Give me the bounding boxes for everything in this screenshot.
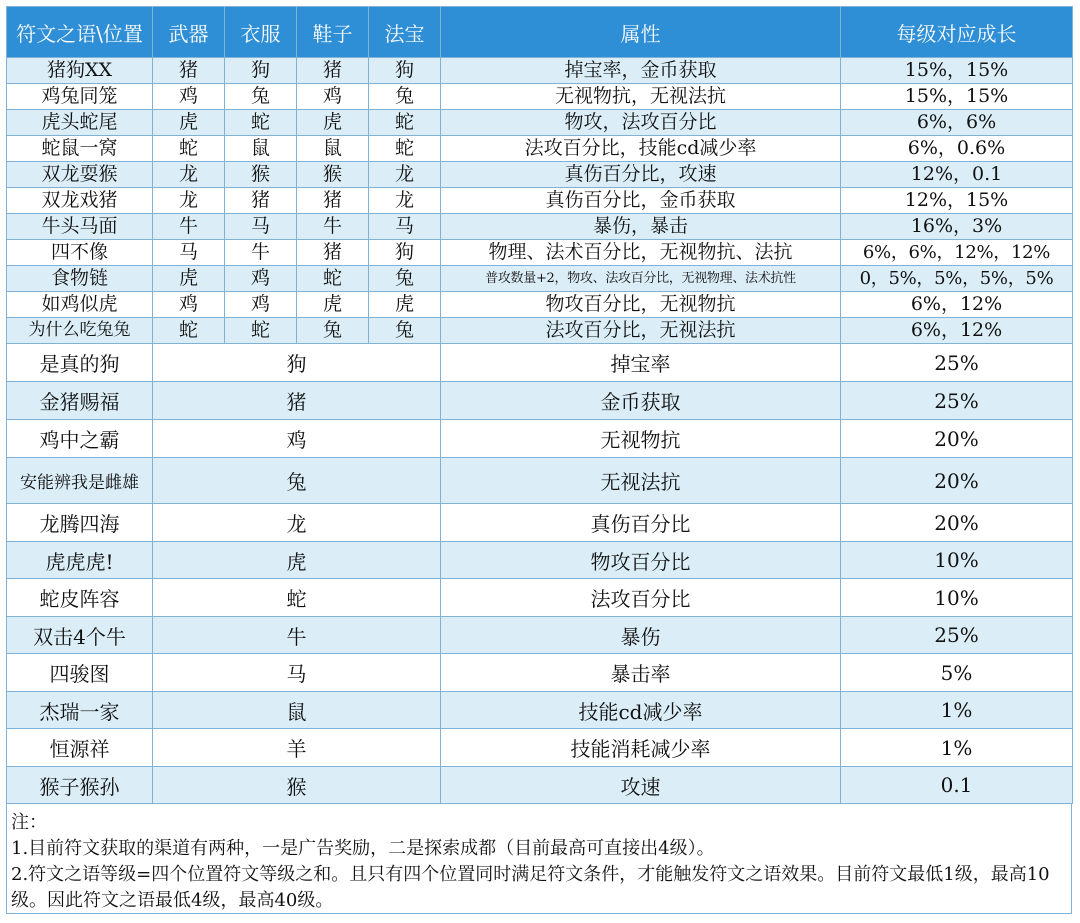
clothes-rune: 猪 <box>225 188 297 214</box>
shoes-rune: 兔 <box>297 318 369 344</box>
table-row <box>7 579 1073 617</box>
rune-word-name: 蛇皮阵容 <box>7 579 153 617</box>
clothes-rune: 牛 <box>225 240 297 266</box>
clothes-rune: 马 <box>225 214 297 240</box>
growth-cell: 6%，12% <box>841 292 1073 318</box>
attribute-cell: 法攻百分比 <box>441 579 841 617</box>
shoes-rune: 虎 <box>297 110 369 136</box>
treasure-rune: 兔 <box>369 84 441 110</box>
growth-cell: 20% <box>841 504 1073 542</box>
treasure-rune: 兔 <box>369 318 441 344</box>
rune-word-name: 双击4个牛 <box>7 617 153 654</box>
rune-word-name: 双龙耍猴 <box>7 162 153 188</box>
rune-word-name: 牛头马面 <box>7 214 153 240</box>
rune-words-table <box>6 6 1073 804</box>
treasure-rune: 狗 <box>369 58 441 84</box>
rune-cell: 牛 <box>153 617 441 654</box>
table-row <box>7 504 1073 542</box>
clothes-rune: 鸡 <box>225 292 297 318</box>
header-clothes: 衣服 <box>225 7 297 58</box>
growth-cell: 12%，15% <box>841 188 1073 214</box>
weapon-rune: 牛 <box>153 214 225 240</box>
rune-word-name: 食物链 <box>7 266 153 292</box>
attribute-cell: 普攻数量+2，物攻、法攻百分比，无视物理、法术抗性 <box>441 266 841 292</box>
rune-word-name: 是真的狗 <box>7 344 153 382</box>
table-row <box>7 188 1073 214</box>
growth-cell: 1% <box>841 729 1073 767</box>
header-row <box>7 7 1073 58</box>
growth-cell: 6%，12% <box>841 318 1073 344</box>
attribute-cell: 暴伤，暴击 <box>441 214 841 240</box>
table-row <box>7 617 1073 654</box>
weapon-rune: 马 <box>153 240 225 266</box>
weapon-rune: 龙 <box>153 162 225 188</box>
shoes-rune: 猪 <box>297 240 369 266</box>
shoes-rune: 蛇 <box>297 266 369 292</box>
attribute-cell: 无视物抗，无视法抗 <box>441 84 841 110</box>
header-weapon: 武器 <box>153 7 225 58</box>
header-attribute: 属性 <box>441 7 841 58</box>
rune-word-name: 猪狗XX <box>7 58 153 84</box>
growth-cell: 6%，0.6% <box>841 136 1073 162</box>
growth-cell: 20% <box>841 420 1073 458</box>
rune-word-name: 龙腾四海 <box>7 504 153 542</box>
attribute-cell: 物攻，法攻百分比 <box>441 110 841 136</box>
shoes-rune: 鼠 <box>297 136 369 162</box>
attribute-cell: 真伤百分比，攻速 <box>441 162 841 188</box>
growth-cell: 6%，6% <box>841 110 1073 136</box>
weapon-rune: 鸡 <box>153 84 225 110</box>
rune-cell: 猪 <box>153 382 441 420</box>
growth-cell: 15%，15% <box>841 84 1073 110</box>
notes-title: 注： <box>11 812 47 833</box>
clothes-rune: 鸡 <box>225 266 297 292</box>
rune-word-name: 杰瑞一家 <box>7 692 153 729</box>
table-row <box>7 292 1073 318</box>
table-row <box>7 58 1073 84</box>
rune-word-name: 如鸡似虎 <box>7 292 153 318</box>
shoes-rune: 虎 <box>297 292 369 318</box>
treasure-rune: 狗 <box>369 240 441 266</box>
single-rune-rows <box>7 344 1073 804</box>
attribute-cell: 暴伤 <box>441 617 841 654</box>
table-row <box>7 382 1073 420</box>
growth-cell: 5% <box>841 654 1073 692</box>
rune-cell: 龙 <box>153 504 441 542</box>
growth-cell: 0.1 <box>841 767 1073 804</box>
growth-cell: 6%，6%，12%，12% <box>841 240 1073 266</box>
attribute-cell: 物攻百分比 <box>441 542 841 579</box>
growth-cell: 16%，3% <box>841 214 1073 240</box>
rune-word-name: 为什么吃兔兔 <box>7 318 153 344</box>
rune-cell: 虎 <box>153 542 441 579</box>
table-row <box>7 162 1073 188</box>
growth-cell: 25% <box>841 617 1073 654</box>
rune-word-name: 猴子猴孙 <box>7 767 153 804</box>
clothes-rune: 猴 <box>225 162 297 188</box>
attribute-cell: 物理、法术百分比，无视物抗、法抗 <box>441 240 841 266</box>
attribute-cell: 掉宝率，金币获取 <box>441 58 841 84</box>
attribute-cell: 技能消耗减少率 <box>441 729 841 767</box>
treasure-rune: 蛇 <box>369 110 441 136</box>
rune-word-name: 鸡中之霸 <box>7 420 153 458</box>
attribute-cell: 法攻百分比，技能cd减少率 <box>441 136 841 162</box>
rune-cell: 马 <box>153 654 441 692</box>
treasure-rune: 龙 <box>369 162 441 188</box>
rune-word-name: 鸡兔同笼 <box>7 84 153 110</box>
growth-cell: 10% <box>841 579 1073 617</box>
attribute-cell: 真伤百分比 <box>441 504 841 542</box>
attribute-cell: 金币获取 <box>441 382 841 420</box>
table-row <box>7 344 1073 382</box>
treasure-rune: 龙 <box>369 188 441 214</box>
rune-word-name: 蛇鼠一窝 <box>7 136 153 162</box>
weapon-rune: 蛇 <box>153 318 225 344</box>
rune-cell: 狗 <box>153 344 441 382</box>
rune-cell: 猴 <box>153 767 441 804</box>
growth-cell: 1% <box>841 692 1073 729</box>
rune-word-name: 虎头蛇尾 <box>7 110 153 136</box>
rune-word-name: 安能辨我是雌雄 <box>7 458 153 504</box>
shoes-rune: 猪 <box>297 58 369 84</box>
rune-cell: 羊 <box>153 729 441 767</box>
rune-word-name: 金猪赐福 <box>7 382 153 420</box>
growth-cell: 25% <box>841 344 1073 382</box>
weapon-rune: 鸡 <box>153 292 225 318</box>
header-growth: 每级对应成长 <box>841 7 1073 58</box>
header-rune-position: 符文之语\位置 <box>7 7 153 58</box>
shoes-rune: 牛 <box>297 214 369 240</box>
treasure-rune: 蛇 <box>369 136 441 162</box>
clothes-rune: 蛇 <box>225 318 297 344</box>
rune-cell: 鸡 <box>153 420 441 458</box>
attribute-cell: 无视法抗 <box>441 458 841 504</box>
growth-cell: 0，5%，5%，5%，5% <box>841 266 1073 292</box>
growth-cell: 20% <box>841 458 1073 504</box>
table-row <box>7 214 1073 240</box>
rune-word-name: 四不像 <box>7 240 153 266</box>
treasure-rune: 马 <box>369 214 441 240</box>
table-row <box>7 767 1073 804</box>
rune-word-name: 虎虎虎! <box>7 542 153 579</box>
rune-cell: 蛇 <box>153 579 441 617</box>
attribute-cell: 物攻百分比，无视物抗 <box>441 292 841 318</box>
table-row <box>7 420 1073 458</box>
table-row <box>7 542 1073 579</box>
rune-cell: 鼠 <box>153 692 441 729</box>
table-row <box>7 136 1073 162</box>
clothes-rune: 狗 <box>225 58 297 84</box>
attribute-cell: 法攻百分比，无视法抗 <box>441 318 841 344</box>
attribute-cell: 无视物抗 <box>441 420 841 458</box>
table-row <box>7 318 1073 344</box>
table-row <box>7 266 1073 292</box>
table-row <box>7 729 1073 767</box>
attribute-cell: 真伤百分比，金币获取 <box>441 188 841 214</box>
treasure-rune: 虎 <box>369 292 441 318</box>
growth-cell: 25% <box>841 382 1073 420</box>
table-row <box>7 84 1073 110</box>
header-treasure: 法宝 <box>369 7 441 58</box>
rune-word-name: 四骏图 <box>7 654 153 692</box>
combo-rune-rows <box>7 58 1073 344</box>
notes-line-1: 1.目前符文获取的渠道有两种，一是广告奖励，二是探索成都（目前最高可直接出4级）。 <box>11 838 715 859</box>
growth-cell: 12%，0.1 <box>841 162 1073 188</box>
rune-word-name: 恒源祥 <box>7 729 153 767</box>
weapon-rune: 蛇 <box>153 136 225 162</box>
growth-cell: 10% <box>841 542 1073 579</box>
clothes-rune: 鼠 <box>225 136 297 162</box>
table-row <box>7 458 1073 504</box>
attribute-cell: 暴击率 <box>441 654 841 692</box>
shoes-rune: 鸡 <box>297 84 369 110</box>
shoes-rune: 猴 <box>297 162 369 188</box>
rune-cell: 兔 <box>153 458 441 504</box>
clothes-rune: 兔 <box>225 84 297 110</box>
notes-section <box>6 804 1072 914</box>
weapon-rune: 猪 <box>153 58 225 84</box>
treasure-rune: 兔 <box>369 266 441 292</box>
notes-line-2: 2.符文之语等级=四个位置符文等级之和。且只有四个位置同时满足符文条件，才能触发符文之语效果。目前符文最低1级，最高10级。因此符文之语最低4级，最高40级。 <box>11 864 1050 911</box>
shoes-rune: 猪 <box>297 188 369 214</box>
header-shoes: 鞋子 <box>297 7 369 58</box>
table-row <box>7 654 1073 692</box>
weapon-rune: 虎 <box>153 266 225 292</box>
attribute-cell: 攻速 <box>441 767 841 804</box>
attribute-cell: 掉宝率 <box>441 344 841 382</box>
attribute-cell: 技能cd减少率 <box>441 692 841 729</box>
table-row <box>7 692 1073 729</box>
clothes-rune: 蛇 <box>225 110 297 136</box>
weapon-rune: 龙 <box>153 188 225 214</box>
weapon-rune: 虎 <box>153 110 225 136</box>
table-row <box>7 240 1073 266</box>
rune-word-name: 双龙戏猪 <box>7 188 153 214</box>
growth-cell: 15%，15% <box>841 58 1073 84</box>
table-row <box>7 110 1073 136</box>
